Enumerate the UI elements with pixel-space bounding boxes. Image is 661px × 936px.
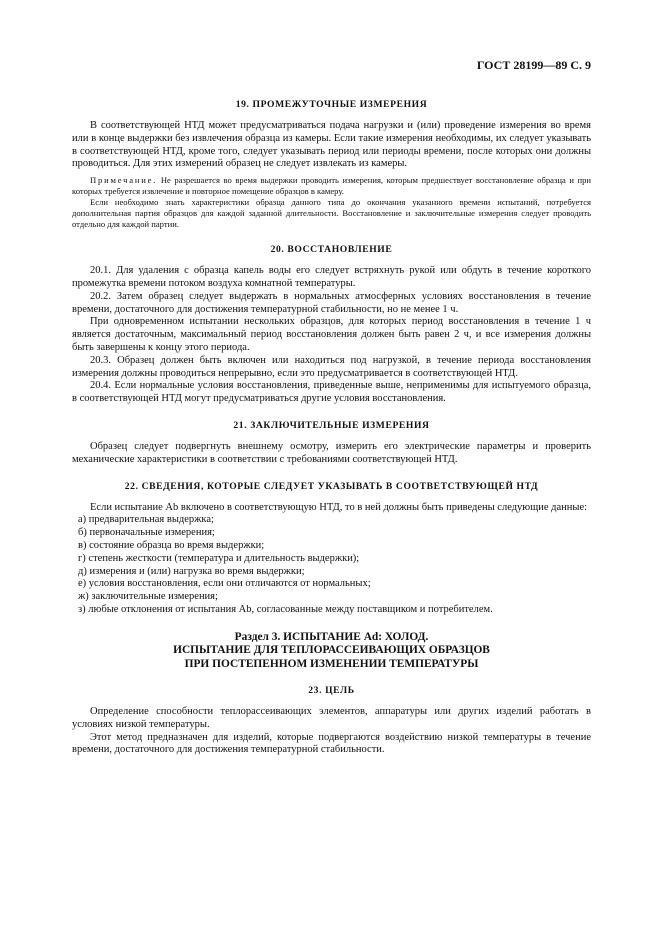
section-21-paragraph: Образец следует подвергнуть внешнему осмотру, измерить его электрические параметры и проверить механические характеристики в соответствии с требованиями соответствующей НТД. — [72, 440, 591, 465]
part-3-line-1: Раздел 3. ИСПЫТАНИЕ Ad: ХОЛОД. — [234, 630, 429, 643]
section-20-4: 20.4. Если нормальные условия восстановления, приведенные выше, неприменимы для испытуемого образца, в соответствующей НТД могут предусматриваться другие условия восстановления. — [72, 380, 591, 405]
section-23-paragraph-1: Определение способности теплорассеивающих элементов, аппаратуры или других изделий работать в условиях низкой температуры. — [72, 705, 591, 730]
list-item: г) степень жесткости (температура и длительность выдержки); — [78, 552, 360, 564]
list-item: а) предварительная выдержка; — [78, 514, 214, 526]
section-19-title: 19. ПРОМЕЖУТОЧНЫЕ ИЗМЕРЕНИЯ — [235, 99, 428, 110]
part-3-line-2: ИСПЫТАНИЕ ДЛЯ ТЕПЛОРАССЕИВАЮЩИХ ОБРАЗЦОВ — [173, 644, 490, 657]
section-22-title: 22. СВЕДЕНИЯ, КОТОРЫЕ СЛЕДУЕТ УКАЗЫВАТЬ В СООТВЕТСТВУЮЩЕЙ НТД — [124, 480, 539, 492]
list-item: е) условия восстановления, если они отличаются от нормальных; — [78, 578, 371, 590]
section-20-3: 20.3. Образец должен быть включен или находиться под нагрузкой, в течение периода восстановления измерения должны проводиться непрерывно, если это предусматривается в соответствующей НТД. — [72, 354, 591, 379]
list-item: з) любые отклонения от испытания Ab, согласованные между поставщиком и потребителем. — [78, 603, 493, 615]
list-item: д) измерения и (или) нагрузка во время выдержки; — [78, 565, 305, 577]
list-item: б) первоначальные измерения; — [78, 527, 215, 539]
section-19-paragraph: В соответствующей НТД может предусматриваться подача нагрузки и (или) проведение измерения во время или в конце выдержки без извлечения образца из камеры. Если такие измерения необходимы, их следует указывать в соответствующей НТД, кроме того, следует указывать период или периоды времени, после которых они должны проводиться. Для этих измерений образец не следует извлекать из камеры. — [72, 120, 591, 170]
section-23-paragraph-2: Этот метод предназначен для изделий, которые подвергаются воздействию низкой температуры в течение времени, достаточного для достижения температурной стабильности. — [72, 731, 591, 756]
section-20-2-continued: При одновременном испытании нескольких образцов, для которых период восстановления в течение 1 ч является достаточным, максимальный период восстановления должен быть равен 2 ч, и все измерения должны быть завершены к концу этого периода. — [72, 316, 591, 353]
section-23-title: 23. ЦЕЛЬ — [308, 684, 355, 696]
list-item: в) состояние образца во время выдержки; — [78, 539, 265, 551]
part-3-heading — [72, 631, 591, 671]
document-page — [72, 58, 591, 757]
list-item: ж) заключительные измерения; — [78, 591, 218, 603]
section-22-list — [72, 514, 591, 616]
section-20-1: 20.1. Для удаления с образца капель воды его следует встряхнуть рукой или обдуть в течение короткого промежутка времени потоком воздуха комнатной температуры. — [72, 265, 591, 289]
section-19-note — [72, 175, 591, 197]
page-header: ГОСТ 28199—89 С. 9 — [476, 58, 591, 72]
note-label: Примечание. — [90, 175, 158, 186]
note-text: Не разрешается во время выдержки проводить измерения, которым предшествует восстановление образца и при которых требуется извлечение и повторное помещение образцов в камеру. — [72, 175, 591, 197]
section-19-note-2: Если необходимо знать характеристики образца данного типа до окончания указанного времени испытаний, потребуется дополнительная партия образцов для каждой заданной длительности. Восстановление и заключительные измерения следует проводить отдельно для каждой партии. — [72, 197, 591, 230]
section-20-2: 20.2. Затем образец следует выдержать в нормальных атмосферных условиях восстановления в течение времени, достаточного для достижения температурной стабильности, но не менее 1 ч. — [72, 290, 591, 315]
part-3-line-3: ПРИ ПОСТЕПЕННОМ ИЗМЕНЕНИИ ТЕМПЕРАТУРЫ — [184, 657, 479, 670]
section-22-intro: Если испытание Ab включено в соответствующую НТД, то в ней должны быть приведены следующие данные: — [90, 501, 588, 513]
section-21-title: 21. ЗАКЛЮЧИТЕЛЬНЫЕ ИЗМЕРЕНИЯ — [233, 419, 430, 431]
section-20-title: 20. ВОССТАНОВЛЕНИЕ — [270, 244, 393, 256]
